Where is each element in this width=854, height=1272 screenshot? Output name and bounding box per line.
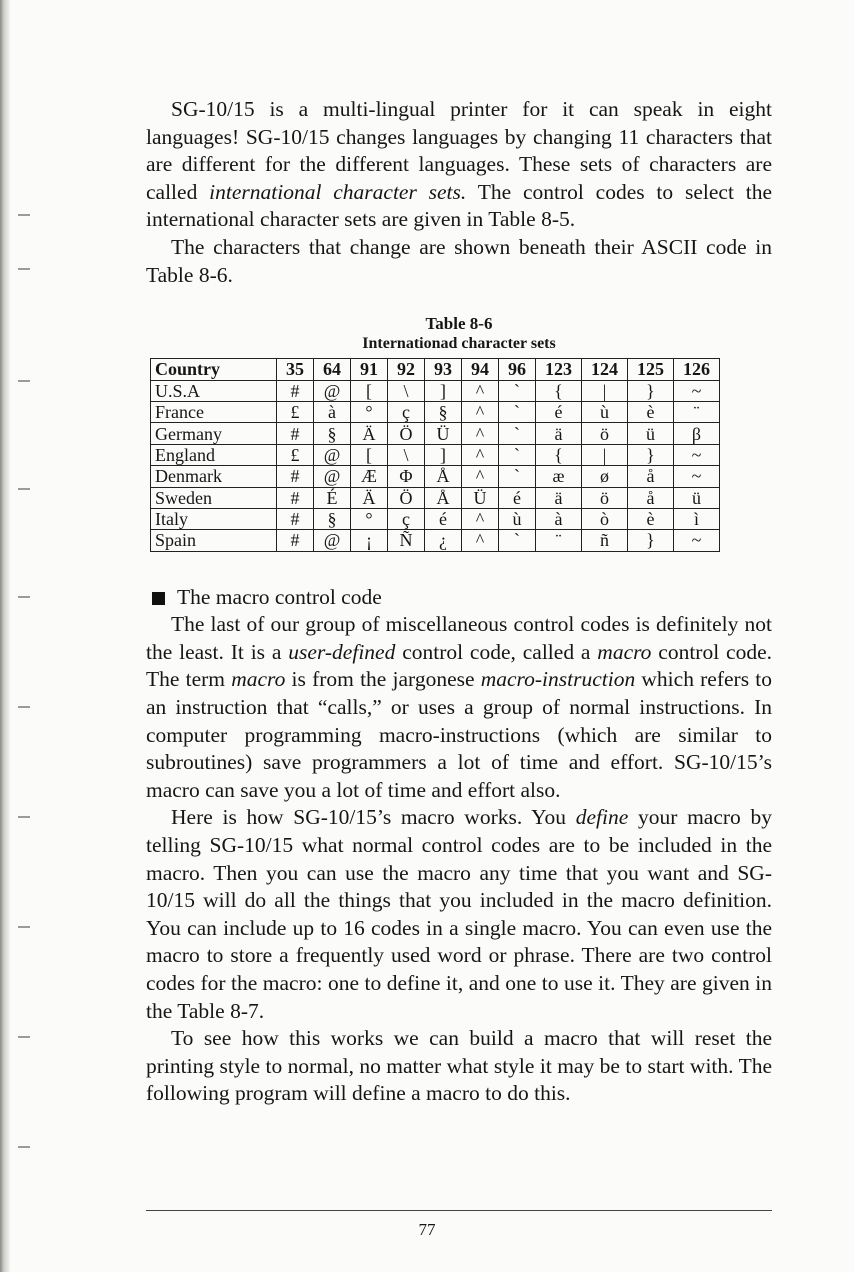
character-cell: ^ <box>462 401 499 422</box>
character-cell: ~ <box>674 444 720 465</box>
character-cell: ç <box>388 508 425 529</box>
character-cell: { <box>536 444 582 465</box>
table-row <box>151 401 720 422</box>
section-heading-text: The macro control code <box>177 584 382 609</box>
table-row <box>151 466 720 487</box>
character-cell: ì <box>674 508 720 529</box>
character-cell: ` <box>499 530 536 551</box>
character-cell: å <box>628 466 674 487</box>
body-text: control code, called a <box>395 639 598 664</box>
character-cell: ] <box>425 444 462 465</box>
character-cell: ` <box>499 401 536 422</box>
character-cell: } <box>628 530 674 551</box>
body-emphasis: macro <box>231 667 286 692</box>
character-cell: ¨ <box>536 530 582 551</box>
country-cell: France <box>151 401 277 422</box>
header-cell: 91 <box>351 359 388 380</box>
character-cell: å <box>628 487 674 508</box>
body-text: your macro by telling SG-10/15 what normal control codes are to be included in the macro. Then you can use the macro any time that you want and SG-10/15 will do all the things that you included in the macro definition. You can include up to 16 codes in a single macro. You can even use the macro to store a frequently used word or phrase. There are two control codes for the macro: one to define it, and one to use it. They are given in the Table 8-7. <box>146 805 772 1023</box>
character-cell: ~ <box>674 530 720 551</box>
character-cell: é <box>425 508 462 529</box>
character-cell: Ñ <box>388 530 425 551</box>
character-cell: Ö <box>388 487 425 508</box>
body-emphasis: macro <box>597 639 652 664</box>
page-binding-edge <box>0 0 10 1272</box>
character-cell: ` <box>499 444 536 465</box>
character-cell: ~ <box>674 466 720 487</box>
body-text: The last of our group of miscellaneous control codes is definitely not the least. It is a <box>146 612 772 664</box>
character-cell: ¿ <box>425 530 462 551</box>
character-cell: @ <box>314 466 351 487</box>
country-cell: Sweden <box>151 487 277 508</box>
header-cell: 125 <box>628 359 674 380</box>
body-emphasis: user-defined <box>288 639 396 664</box>
character-cell: Φ <box>388 466 425 487</box>
character-cell: Ö <box>388 423 425 444</box>
character-cell: à <box>314 401 351 422</box>
character-cell: ø <box>582 466 628 487</box>
country-cell: Spain <box>151 530 277 551</box>
table-row <box>151 444 720 465</box>
country-cell: Italy <box>151 508 277 529</box>
character-cell: { <box>536 380 582 401</box>
character-cell: ^ <box>462 380 499 401</box>
body-emphasis: macro-instruction <box>480 667 636 692</box>
character-cell: ç <box>388 401 425 422</box>
character-cell: æ <box>536 466 582 487</box>
character-cell: è <box>628 401 674 422</box>
binding-mark <box>18 816 30 818</box>
binding-mark <box>18 380 30 382</box>
character-cell: Å <box>425 466 462 487</box>
character-cell: é <box>536 401 582 422</box>
character-cell: ^ <box>462 423 499 444</box>
character-cell: ñ <box>582 530 628 551</box>
table-row <box>151 487 720 508</box>
character-cell: ° <box>351 401 388 422</box>
character-cell: # <box>277 466 314 487</box>
character-cell: # <box>277 487 314 508</box>
character-cell: # <box>277 423 314 444</box>
character-cell: # <box>277 530 314 551</box>
binding-mark <box>18 1036 30 1038</box>
character-cell: ä <box>536 423 582 444</box>
binding-mark <box>18 706 30 708</box>
character-cell: ~ <box>674 380 720 401</box>
country-cell: Denmark <box>151 466 277 487</box>
character-cell: Å <box>425 487 462 508</box>
character-cell: β <box>674 423 720 444</box>
international-character-table <box>150 358 720 552</box>
body-emphasis: define <box>575 805 629 830</box>
body-text: control code. The term <box>146 639 772 692</box>
country-cell: Germany <box>151 423 277 444</box>
header-cell: 123 <box>536 359 582 380</box>
character-cell: [ <box>351 380 388 401</box>
character-cell: ^ <box>462 508 499 529</box>
character-cell: à <box>536 508 582 529</box>
character-cell: ü <box>674 487 720 508</box>
page-number: 77 <box>418 1220 436 1239</box>
character-cell: ü <box>628 423 674 444</box>
character-cell: ö <box>582 423 628 444</box>
table-title: Table 8-6 <box>425 314 493 334</box>
character-cell: Ü <box>425 423 462 444</box>
character-cell: ¨ <box>674 401 720 422</box>
character-cell: ` <box>499 466 536 487</box>
character-cell: ¡ <box>351 530 388 551</box>
header-cell: Country <box>151 359 277 380</box>
intro-emphasis: international character sets. <box>209 179 467 204</box>
character-cell: ä <box>536 487 582 508</box>
body-text: is from the jargonese <box>285 667 481 692</box>
binding-mark <box>18 926 30 928</box>
character-cell: ^ <box>462 530 499 551</box>
table-header-row <box>151 359 720 380</box>
table-row <box>151 423 720 444</box>
intro-text: The control codes to select the international character sets are given in Table 8-5. <box>146 179 772 232</box>
binding-mark <box>18 596 30 598</box>
character-cell: É <box>314 487 351 508</box>
table-body <box>151 380 720 551</box>
character-cell: § <box>314 423 351 444</box>
character-cell: ö <box>582 487 628 508</box>
binding-mark <box>18 1146 30 1148</box>
table-row <box>151 380 720 401</box>
character-cell: [ <box>351 444 388 465</box>
character-cell: Ä <box>351 423 388 444</box>
character-cell: ` <box>499 423 536 444</box>
header-cell: 96 <box>499 359 536 380</box>
character-cell: £ <box>277 401 314 422</box>
macro-paragraph-2 <box>146 804 772 1025</box>
character-cell: é <box>499 487 536 508</box>
table-row <box>151 508 720 529</box>
table-subtitle: Internationad character sets <box>362 335 556 353</box>
binding-mark <box>18 488 30 490</box>
character-cell: | <box>582 380 628 401</box>
section-heading <box>146 584 772 612</box>
character-cell: @ <box>314 530 351 551</box>
character-cell: @ <box>314 444 351 465</box>
binding-mark <box>18 214 30 216</box>
character-cell: ù <box>499 508 536 529</box>
character-cell: ` <box>499 380 536 401</box>
intro-paragraph-1 <box>146 96 772 234</box>
intro-paragraph-2: The characters that change are shown beneath their ASCII code in Table 8-6. <box>146 234 772 287</box>
character-cell: } <box>628 380 674 401</box>
character-cell: \ <box>388 380 425 401</box>
body-text: which refers to an instruction that “calls,” or uses a group of normal instructions. In computer programming macro-instructions (which are similar to subroutines) save programmers a lot of time and effort. SG-10/15’s macro can save you a lot of time and effort also. <box>146 667 772 802</box>
character-cell: | <box>582 444 628 465</box>
footer-rule <box>146 1210 772 1211</box>
body-text: Here is how SG-10/15’s macro works. You <box>171 805 576 830</box>
character-cell: § <box>314 508 351 529</box>
character-cell: Æ <box>351 466 388 487</box>
character-cell: ò <box>582 508 628 529</box>
intro-text: SG-10/15 is a multi-lingual printer for it can speak in eight languages! SG-10/15 changes languages by changing 11 characters that are different for the different languages. These sets of characters are called <box>146 97 772 204</box>
header-cell: 35 <box>277 359 314 380</box>
square-bullet-icon <box>152 592 165 605</box>
header-cell: 64 <box>314 359 351 380</box>
character-cell: ^ <box>462 466 499 487</box>
character-cell: # <box>277 380 314 401</box>
header-cell: 124 <box>582 359 628 380</box>
character-cell: # <box>277 508 314 529</box>
character-cell: è <box>628 508 674 529</box>
country-cell: U.S.A <box>151 380 277 401</box>
character-cell: ^ <box>462 444 499 465</box>
character-cell: £ <box>277 444 314 465</box>
character-cell: ù <box>582 401 628 422</box>
character-cell: \ <box>388 444 425 465</box>
character-cell: ] <box>425 380 462 401</box>
character-cell: @ <box>314 380 351 401</box>
header-cell: 92 <box>388 359 425 380</box>
header-cell: 126 <box>674 359 720 380</box>
character-cell: Ü <box>462 487 499 508</box>
page-body <box>146 96 772 1108</box>
header-cell: 94 <box>462 359 499 380</box>
macro-paragraph-1 <box>146 611 772 804</box>
table-row <box>151 530 720 551</box>
character-cell: Ä <box>351 487 388 508</box>
country-cell: England <box>151 444 277 465</box>
macro-paragraph-3: To see how this works we can build a macro that will reset the printing style to normal, no matter what style it may be to start with. The following program will define a macro to do this. <box>146 1026 772 1106</box>
character-cell: } <box>628 444 674 465</box>
header-cell: 93 <box>425 359 462 380</box>
binding-mark <box>18 268 30 270</box>
character-cell: ° <box>351 508 388 529</box>
table-caption <box>146 313 772 354</box>
character-cell: § <box>425 401 462 422</box>
